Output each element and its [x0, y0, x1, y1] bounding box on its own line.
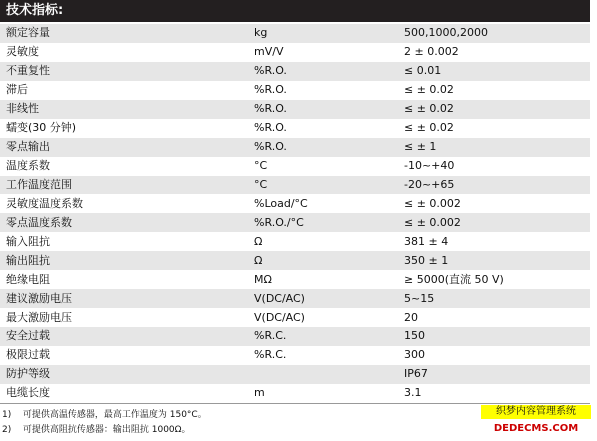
watermark-url: DEDECMS.COM: [493, 423, 579, 434]
unit-cell: %R.C.: [254, 329, 287, 343]
unit-cell: %R.C.: [254, 348, 287, 362]
unit-cell: mV/V: [254, 45, 284, 59]
param-cell: 蠕变(30 分钟): [6, 121, 77, 135]
param-cell: 最大激励电压: [6, 310, 72, 324]
unit-cell: %R.O.: [254, 121, 287, 135]
value-cell: 5~15: [404, 291, 435, 305]
value-cell: ≤ ± 0.002: [404, 196, 461, 210]
watermark-title: 织梦内容管理系统: [481, 405, 591, 419]
spec-row: [0, 194, 590, 213]
spec-row: [0, 251, 590, 270]
param-cell: 输入阻抗: [6, 234, 50, 248]
value-cell: 3.1: [404, 386, 422, 400]
unit-cell: V(DC/AC): [254, 291, 305, 305]
param-cell: 极限过载: [6, 348, 50, 362]
value-cell: 2 ± 0.002: [404, 45, 459, 59]
unit-cell: m: [254, 386, 265, 400]
param-cell: 不重复性: [6, 64, 50, 78]
param-cell: 非线性: [6, 102, 39, 116]
param-cell: 温度系数: [6, 159, 50, 173]
unit-cell: kg: [254, 26, 268, 40]
unit-cell: %Load/°C: [254, 196, 308, 210]
spec-header-title: 技术指标:: [6, 3, 64, 18]
spec-row: [0, 62, 590, 81]
param-cell: 额定容量: [6, 26, 50, 40]
spec-header: [0, 0, 590, 22]
footnote-text: 可提供高温传感器，最高工作温度为 150°C。: [22, 410, 207, 420]
value-cell: IP67: [404, 367, 428, 381]
spec-row: [0, 157, 590, 176]
spec-row: [0, 384, 590, 404]
value-cell: ≤ ± 0.02: [404, 121, 454, 135]
spec-row: [0, 138, 590, 157]
param-cell: 电缆长度: [6, 386, 50, 400]
value-cell: 350 ± 1: [404, 253, 449, 267]
value-cell: ≤ 0.01: [404, 64, 442, 78]
spec-row: [0, 270, 590, 289]
spec-row: [0, 232, 590, 251]
value-cell: 381 ± 4: [404, 234, 449, 248]
param-cell: 安全过载: [6, 329, 50, 343]
unit-cell: °C: [254, 177, 268, 191]
value-cell: -20~+65: [404, 177, 455, 191]
param-cell: 灵敏度: [6, 45, 39, 59]
param-cell: 零点输出: [6, 140, 50, 154]
value-cell: 150: [404, 329, 425, 343]
value-cell: 300: [404, 348, 425, 362]
unit-cell: %R.O.: [254, 140, 287, 154]
footnote-text: 可提供高阻抗传感器：输出阻抗 1000Ω。: [22, 425, 191, 435]
spec-row: [0, 100, 590, 119]
value-cell: ≤ ± 0.02: [404, 83, 454, 97]
param-cell: 建议激励电压: [6, 291, 72, 305]
footnote: [0, 423, 207, 438]
value-cell: ≤ ± 1: [404, 140, 437, 154]
spec-row: [0, 176, 590, 195]
spec-row: [0, 119, 590, 138]
value-cell: ≤ ± 0.02: [404, 102, 454, 116]
param-cell: 滞后: [6, 83, 28, 97]
param-cell: 绝缘电阻: [6, 272, 50, 286]
unit-cell: V(DC/AC): [254, 310, 305, 324]
unit-cell: %R.O.: [254, 64, 287, 78]
value-cell: 20: [404, 310, 418, 324]
unit-cell: %R.O.: [254, 102, 287, 116]
spec-row: [0, 327, 590, 346]
footnote-number: 2): [2, 425, 12, 435]
value-cell: -10~+40: [404, 159, 455, 173]
spec-row: [0, 81, 590, 100]
spec-row: [0, 365, 590, 384]
spec-row: [0, 346, 590, 365]
spec-row: [0, 213, 590, 232]
unit-cell: MΩ: [254, 272, 272, 286]
footnotes: [0, 408, 207, 438]
spec-row: [0, 308, 590, 327]
unit-cell: %R.O.: [254, 83, 287, 97]
spec-table: [0, 24, 590, 404]
unit-cell: °C: [254, 159, 268, 173]
param-cell: 工作温度范围: [6, 177, 72, 191]
spec-row: [0, 24, 590, 43]
unit-cell: %R.O./°C: [254, 215, 304, 229]
param-cell: 零点温度系数: [6, 215, 72, 229]
value-cell: 500,1000,2000: [404, 26, 488, 40]
spec-row: [0, 43, 590, 62]
value-cell: ≥ 5000(直流 50 V): [404, 272, 504, 286]
spec-row: [0, 289, 590, 308]
unit-cell: Ω: [254, 253, 263, 267]
footnote-number: 1): [2, 410, 12, 420]
param-cell: 输出阻抗: [6, 253, 50, 267]
param-cell: 灵敏度温度系数: [6, 196, 83, 210]
value-cell: ≤ ± 0.002: [404, 215, 461, 229]
footnote: [0, 408, 207, 423]
param-cell: 防护等级: [6, 367, 50, 381]
unit-cell: Ω: [254, 234, 263, 248]
